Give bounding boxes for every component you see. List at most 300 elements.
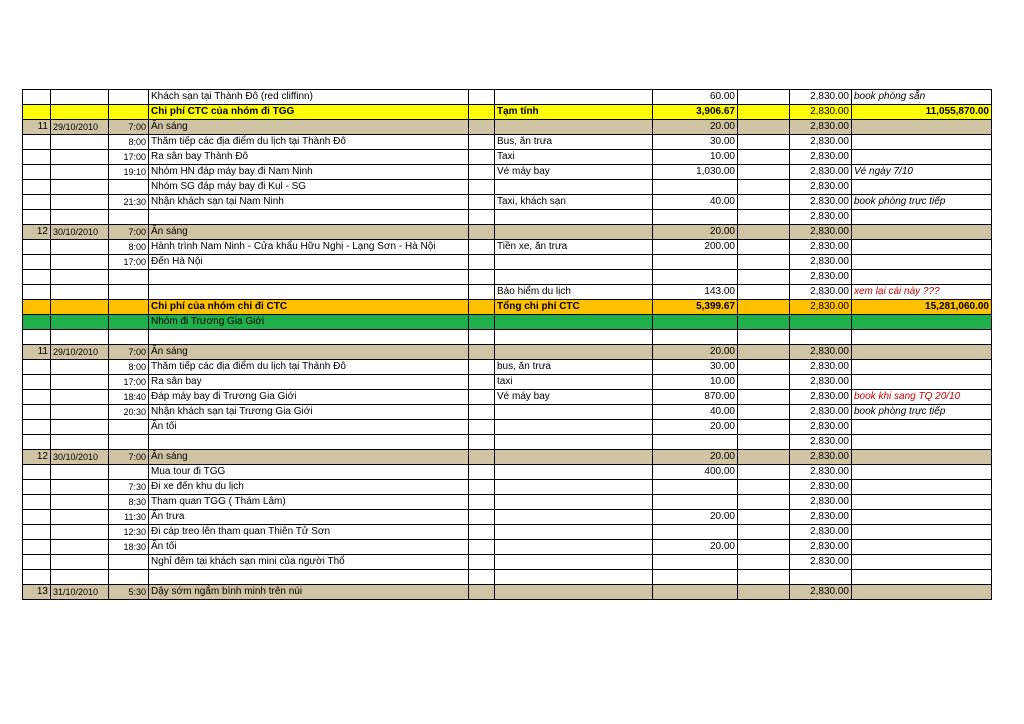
date-cell[interactable]: 31/10/2010	[51, 585, 109, 600]
day-number-cell[interactable]	[23, 195, 51, 210]
blank-cell[interactable]	[469, 420, 495, 435]
expense-type-cell[interactable]	[495, 480, 653, 495]
amount-cell[interactable]: 1,030.00	[653, 165, 738, 180]
blank-cell[interactable]	[738, 255, 790, 270]
date-cell[interactable]	[51, 180, 109, 195]
day-number-cell[interactable]	[23, 105, 51, 120]
day-number-cell[interactable]: 11	[23, 345, 51, 360]
blank-cell[interactable]	[469, 450, 495, 465]
day-number-cell[interactable]	[23, 480, 51, 495]
activity-cell[interactable]: Ăn sáng	[149, 120, 469, 135]
rate-cell[interactable]: 2,830.00	[790, 240, 852, 255]
blank-cell[interactable]	[738, 540, 790, 555]
date-cell[interactable]: 30/10/2010	[51, 225, 109, 240]
note-cell[interactable]: Vé ngày 7/10	[852, 165, 992, 180]
expense-type-cell[interactable]	[495, 345, 653, 360]
note-cell[interactable]	[852, 345, 992, 360]
activity-cell[interactable]: Đi xe đến khu du lịch	[149, 480, 469, 495]
note-cell[interactable]	[852, 555, 992, 570]
activity-cell[interactable]: Ăn tối	[149, 420, 469, 435]
rate-cell[interactable]: 2,830.00	[790, 165, 852, 180]
note-cell[interactable]	[852, 480, 992, 495]
expense-type-cell[interactable]: bus, ăn trưa	[495, 360, 653, 375]
time-cell[interactable]: 11:30	[109, 510, 149, 525]
activity-cell[interactable]: Nhóm đi Trương Gia Giới	[149, 315, 469, 330]
blank-cell[interactable]	[738, 120, 790, 135]
rate-cell[interactable]	[790, 570, 852, 585]
time-cell[interactable]: 18:40	[109, 390, 149, 405]
activity-cell[interactable]: Mua tour đi TGG	[149, 465, 469, 480]
blank-cell[interactable]	[738, 465, 790, 480]
blank-cell[interactable]	[469, 255, 495, 270]
activity-cell[interactable]: Đáp máy bay đi Trương Gia Giới	[149, 390, 469, 405]
blank-cell[interactable]	[738, 375, 790, 390]
amount-cell[interactable]: 20.00	[653, 510, 738, 525]
time-cell[interactable]: 20:30	[109, 405, 149, 420]
expense-type-cell[interactable]: Tiền xe, ăn trưa	[495, 240, 653, 255]
blank-cell[interactable]	[469, 375, 495, 390]
day-number-cell[interactable]	[23, 315, 51, 330]
rate-cell[interactable]: 2,830.00	[790, 540, 852, 555]
day-number-cell[interactable]	[23, 555, 51, 570]
date-cell[interactable]: 30/10/2010	[51, 450, 109, 465]
rate-cell[interactable]: 2,830.00	[790, 495, 852, 510]
day-number-cell[interactable]	[23, 390, 51, 405]
date-cell[interactable]	[51, 405, 109, 420]
note-cell[interactable]: xem lại cái này ???	[852, 285, 992, 300]
activity-cell[interactable]: Nhóm HN đáp máy bay đi Nam Ninh	[149, 165, 469, 180]
blank-cell[interactable]	[469, 525, 495, 540]
note-cell[interactable]	[852, 435, 992, 450]
expense-type-cell[interactable]: taxi	[495, 375, 653, 390]
day-number-cell[interactable]	[23, 405, 51, 420]
rate-cell[interactable]: 2,830.00	[790, 210, 852, 225]
note-cell[interactable]	[852, 450, 992, 465]
amount-cell[interactable]: 20.00	[653, 420, 738, 435]
time-cell[interactable]	[109, 570, 149, 585]
time-cell[interactable]: 8:00	[109, 360, 149, 375]
note-cell[interactable]	[852, 150, 992, 165]
note-cell[interactable]	[852, 210, 992, 225]
expense-type-cell[interactable]	[495, 90, 653, 105]
note-cell[interactable]	[852, 540, 992, 555]
expense-type-cell[interactable]: Vé máy bay	[495, 390, 653, 405]
day-number-cell[interactable]	[23, 495, 51, 510]
blank-cell[interactable]	[469, 345, 495, 360]
day-number-cell[interactable]	[23, 255, 51, 270]
note-cell[interactable]	[852, 525, 992, 540]
blank-cell[interactable]	[469, 585, 495, 600]
blank-cell[interactable]	[738, 195, 790, 210]
note-cell[interactable]	[852, 420, 992, 435]
expense-type-cell[interactable]	[495, 210, 653, 225]
rate-cell[interactable]	[790, 315, 852, 330]
note-cell[interactable]	[852, 315, 992, 330]
blank-cell[interactable]	[738, 150, 790, 165]
activity-cell[interactable]: Chi phí của nhóm chỉ đi CTC	[149, 300, 469, 315]
rate-cell[interactable]: 2,830.00	[790, 405, 852, 420]
blank-cell[interactable]	[469, 180, 495, 195]
amount-cell[interactable]: 20.00	[653, 345, 738, 360]
date-cell[interactable]	[51, 420, 109, 435]
note-cell[interactable]	[852, 465, 992, 480]
blank-cell[interactable]	[469, 135, 495, 150]
time-cell[interactable]: 7:00	[109, 225, 149, 240]
date-cell[interactable]	[51, 195, 109, 210]
activity-cell[interactable]: Đi cáp treo lên tham quan Thiên Tử Sơn	[149, 525, 469, 540]
blank-cell[interactable]	[738, 300, 790, 315]
expense-type-cell[interactable]	[495, 255, 653, 270]
day-number-cell[interactable]	[23, 180, 51, 195]
time-cell[interactable]	[109, 270, 149, 285]
rate-cell[interactable]: 2,830.00	[790, 285, 852, 300]
date-cell[interactable]	[51, 480, 109, 495]
expense-type-cell[interactable]	[495, 585, 653, 600]
blank-cell[interactable]	[738, 585, 790, 600]
rate-cell[interactable]: 2,830.00	[790, 255, 852, 270]
day-number-cell[interactable]: 13	[23, 585, 51, 600]
day-number-cell[interactable]	[23, 270, 51, 285]
time-cell[interactable]: 7:00	[109, 450, 149, 465]
activity-cell[interactable]: Chi phí CTC của nhóm đi TGG	[149, 105, 469, 120]
blank-cell[interactable]	[469, 240, 495, 255]
blank-cell[interactable]	[469, 465, 495, 480]
amount-cell[interactable]: 20.00	[653, 540, 738, 555]
rate-cell[interactable]: 2,830.00	[790, 150, 852, 165]
expense-type-cell[interactable]	[495, 510, 653, 525]
rate-cell[interactable]: 2,830.00	[790, 390, 852, 405]
time-cell[interactable]: 8:30	[109, 495, 149, 510]
note-cell[interactable]	[852, 270, 992, 285]
note-cell[interactable]: book phòng sẵn	[852, 90, 992, 105]
expense-type-cell[interactable]: Taxi, khách sạn	[495, 195, 653, 210]
day-number-cell[interactable]	[23, 375, 51, 390]
blank-cell[interactable]	[738, 210, 790, 225]
note-cell[interactable]: book phòng trực tiếp	[852, 195, 992, 210]
amount-cell[interactable]: 40.00	[653, 195, 738, 210]
blank-cell[interactable]	[738, 285, 790, 300]
note-cell[interactable]	[852, 585, 992, 600]
time-cell[interactable]: 18:30	[109, 540, 149, 555]
rate-cell[interactable]: 2,830.00	[790, 225, 852, 240]
note-cell[interactable]	[852, 225, 992, 240]
time-cell[interactable]	[109, 210, 149, 225]
expense-type-cell[interactable]	[495, 525, 653, 540]
note-cell[interactable]	[852, 375, 992, 390]
date-cell[interactable]	[51, 435, 109, 450]
amount-cell[interactable]	[653, 180, 738, 195]
date-cell[interactable]	[51, 135, 109, 150]
rate-cell[interactable]	[790, 330, 852, 345]
amount-cell[interactable]: 10.00	[653, 375, 738, 390]
time-cell[interactable]	[109, 465, 149, 480]
amount-cell[interactable]: 5,399.67	[653, 300, 738, 315]
rate-cell[interactable]: 2,830.00	[790, 585, 852, 600]
amount-cell[interactable]	[653, 435, 738, 450]
expense-type-cell[interactable]: Bus, ăn trưa	[495, 135, 653, 150]
day-number-cell[interactable]: 12	[23, 450, 51, 465]
amount-cell[interactable]	[653, 495, 738, 510]
expense-type-cell[interactable]	[495, 330, 653, 345]
blank-cell[interactable]	[469, 165, 495, 180]
note-cell[interactable]	[852, 495, 992, 510]
rate-cell[interactable]: 2,830.00	[790, 450, 852, 465]
date-cell[interactable]	[51, 495, 109, 510]
activity-cell[interactable]: Nhận khách sạn tại Trương Gia Giới	[149, 405, 469, 420]
blank-cell[interactable]	[738, 360, 790, 375]
amount-cell[interactable]	[653, 270, 738, 285]
activity-cell[interactable]: Hành trình Nam Ninh - Cửa khẩu Hữu Nghị - Lạng Sơn - Hà Nội	[149, 240, 469, 255]
note-cell[interactable]: 15,281,060.00	[852, 300, 992, 315]
blank-cell[interactable]	[469, 435, 495, 450]
activity-cell[interactable]	[149, 210, 469, 225]
expense-type-cell[interactable]: Taxi	[495, 150, 653, 165]
expense-type-cell[interactable]	[495, 540, 653, 555]
blank-cell[interactable]	[738, 555, 790, 570]
rate-cell[interactable]: 2,830.00	[790, 90, 852, 105]
rate-cell[interactable]: 2,830.00	[790, 105, 852, 120]
rate-cell[interactable]: 2,830.00	[790, 420, 852, 435]
rate-cell[interactable]: 2,830.00	[790, 555, 852, 570]
expense-type-cell[interactable]	[495, 120, 653, 135]
activity-cell[interactable]: Ăn tối	[149, 540, 469, 555]
blank-cell[interactable]	[738, 405, 790, 420]
day-number-cell[interactable]	[23, 150, 51, 165]
blank-cell[interactable]	[469, 105, 495, 120]
expense-type-cell[interactable]	[495, 495, 653, 510]
blank-cell[interactable]	[469, 90, 495, 105]
blank-cell[interactable]	[469, 225, 495, 240]
expense-type-cell[interactable]	[495, 435, 653, 450]
blank-cell[interactable]	[469, 510, 495, 525]
time-cell[interactable]: 21:30	[109, 195, 149, 210]
activity-cell[interactable]: Khách sạn tại Thành Đô (red cliffinn)	[149, 90, 469, 105]
expense-type-cell[interactable]	[495, 465, 653, 480]
date-cell[interactable]	[51, 255, 109, 270]
expense-type-cell[interactable]	[495, 405, 653, 420]
blank-cell[interactable]	[469, 405, 495, 420]
date-cell[interactable]	[51, 300, 109, 315]
date-cell[interactable]	[51, 270, 109, 285]
time-cell[interactable]	[109, 300, 149, 315]
activity-cell[interactable]: Thăm tiếp các địa điểm du lịch tại Thành Đô	[149, 135, 469, 150]
blank-cell[interactable]	[738, 570, 790, 585]
date-cell[interactable]	[51, 510, 109, 525]
date-cell[interactable]	[51, 375, 109, 390]
date-cell[interactable]	[51, 390, 109, 405]
expense-type-cell[interactable]	[495, 450, 653, 465]
amount-cell[interactable]	[653, 255, 738, 270]
blank-cell[interactable]	[738, 165, 790, 180]
blank-cell[interactable]	[469, 480, 495, 495]
expense-type-cell[interactable]: Tạm tính	[495, 105, 653, 120]
day-number-cell[interactable]	[23, 570, 51, 585]
blank-cell[interactable]	[469, 270, 495, 285]
note-cell[interactable]: book phòng trực tiếp	[852, 405, 992, 420]
amount-cell[interactable]: 10.00	[653, 150, 738, 165]
time-cell[interactable]: 17:00	[109, 150, 149, 165]
activity-cell[interactable]	[149, 435, 469, 450]
blank-cell[interactable]	[469, 495, 495, 510]
date-cell[interactable]	[51, 570, 109, 585]
date-cell[interactable]	[51, 285, 109, 300]
date-cell[interactable]	[51, 540, 109, 555]
date-cell[interactable]	[51, 165, 109, 180]
blank-cell[interactable]	[469, 360, 495, 375]
day-number-cell[interactable]	[23, 240, 51, 255]
day-number-cell[interactable]	[23, 330, 51, 345]
day-number-cell[interactable]	[23, 435, 51, 450]
time-cell[interactable]: 7:00	[109, 345, 149, 360]
blank-cell[interactable]	[738, 225, 790, 240]
blank-cell[interactable]	[738, 435, 790, 450]
amount-cell[interactable]: 870.00	[653, 390, 738, 405]
time-cell[interactable]: 8:00	[109, 135, 149, 150]
time-cell[interactable]: 17:00	[109, 255, 149, 270]
time-cell[interactable]: 7:00	[109, 120, 149, 135]
blank-cell[interactable]	[469, 570, 495, 585]
time-cell[interactable]: 17:00	[109, 375, 149, 390]
time-cell[interactable]	[109, 435, 149, 450]
amount-cell[interactable]	[653, 570, 738, 585]
activity-cell[interactable]: Tham quan TGG ( Thám Lâm)	[149, 495, 469, 510]
expense-type-cell[interactable]: Vé máy bay	[495, 165, 653, 180]
amount-cell[interactable]: 20.00	[653, 120, 738, 135]
blank-cell[interactable]	[469, 330, 495, 345]
day-number-cell[interactable]	[23, 210, 51, 225]
blank-cell[interactable]	[469, 300, 495, 315]
blank-cell[interactable]	[469, 150, 495, 165]
note-cell[interactable]: 11,055,870.00	[852, 105, 992, 120]
note-cell[interactable]	[852, 330, 992, 345]
blank-cell[interactable]	[469, 555, 495, 570]
rate-cell[interactable]: 2,830.00	[790, 435, 852, 450]
time-cell[interactable]: 8:00	[109, 240, 149, 255]
time-cell[interactable]	[109, 420, 149, 435]
activity-cell[interactable]: Ăn sáng	[149, 345, 469, 360]
day-number-cell[interactable]	[23, 300, 51, 315]
note-cell[interactable]	[852, 510, 992, 525]
amount-cell[interactable]: 20.00	[653, 450, 738, 465]
expense-type-cell[interactable]	[495, 315, 653, 330]
note-cell[interactable]	[852, 180, 992, 195]
note-cell[interactable]	[852, 570, 992, 585]
activity-cell[interactable]: Ăn trưa	[149, 510, 469, 525]
expense-type-cell[interactable]: Tổng chi phí CTC	[495, 300, 653, 315]
date-cell[interactable]: 29/10/2010	[51, 120, 109, 135]
date-cell[interactable]	[51, 240, 109, 255]
activity-cell[interactable]	[149, 270, 469, 285]
amount-cell[interactable]: 30.00	[653, 135, 738, 150]
day-number-cell[interactable]	[23, 525, 51, 540]
blank-cell[interactable]	[738, 180, 790, 195]
day-number-cell[interactable]	[23, 540, 51, 555]
day-number-cell[interactable]	[23, 90, 51, 105]
amount-cell[interactable]	[653, 210, 738, 225]
blank-cell[interactable]	[469, 285, 495, 300]
date-cell[interactable]	[51, 465, 109, 480]
time-cell[interactable]: 19:10	[109, 165, 149, 180]
amount-cell[interactable]	[653, 585, 738, 600]
date-cell[interactable]	[51, 330, 109, 345]
expense-type-cell[interactable]	[495, 420, 653, 435]
time-cell[interactable]	[109, 90, 149, 105]
note-cell[interactable]	[852, 135, 992, 150]
expense-type-cell[interactable]	[495, 555, 653, 570]
date-cell[interactable]	[51, 210, 109, 225]
amount-cell[interactable]: 20.00	[653, 225, 738, 240]
activity-cell[interactable]: Thăm tiếp các địa điểm du lịch tại Thành Đô	[149, 360, 469, 375]
amount-cell[interactable]: 40.00	[653, 405, 738, 420]
expense-type-cell[interactable]: Bảo hiểm du lịch	[495, 285, 653, 300]
blank-cell[interactable]	[738, 390, 790, 405]
amount-cell[interactable]: 143.00	[653, 285, 738, 300]
day-number-cell[interactable]	[23, 465, 51, 480]
activity-cell[interactable]: Ra sân bay	[149, 375, 469, 390]
day-number-cell[interactable]	[23, 135, 51, 150]
activity-cell[interactable]: Đến Hà Nội	[149, 255, 469, 270]
note-cell[interactable]	[852, 255, 992, 270]
blank-cell[interactable]	[469, 210, 495, 225]
rate-cell[interactable]: 2,830.00	[790, 180, 852, 195]
day-number-cell[interactable]: 12	[23, 225, 51, 240]
date-cell[interactable]: 29/10/2010	[51, 345, 109, 360]
time-cell[interactable]	[109, 285, 149, 300]
day-number-cell[interactable]	[23, 420, 51, 435]
amount-cell[interactable]	[653, 315, 738, 330]
blank-cell[interactable]	[738, 90, 790, 105]
time-cell[interactable]	[109, 555, 149, 570]
date-cell[interactable]	[51, 525, 109, 540]
rate-cell[interactable]: 2,830.00	[790, 345, 852, 360]
rate-cell[interactable]: 2,830.00	[790, 135, 852, 150]
rate-cell[interactable]: 2,830.00	[790, 300, 852, 315]
activity-cell[interactable]: Ra sân bay Thành Đô	[149, 150, 469, 165]
expense-type-cell[interactable]	[495, 180, 653, 195]
rate-cell[interactable]: 2,830.00	[790, 195, 852, 210]
amount-cell[interactable]	[653, 330, 738, 345]
blank-cell[interactable]	[469, 195, 495, 210]
amount-cell[interactable]: 200.00	[653, 240, 738, 255]
expense-type-cell[interactable]	[495, 270, 653, 285]
amount-cell[interactable]: 3,906.67	[653, 105, 738, 120]
blank-cell[interactable]	[738, 450, 790, 465]
rate-cell[interactable]: 2,830.00	[790, 120, 852, 135]
activity-cell[interactable]: Nhóm SG đáp máy bay đi Kul - SG	[149, 180, 469, 195]
amount-cell[interactable]	[653, 525, 738, 540]
time-cell[interactable]	[109, 180, 149, 195]
activity-cell[interactable]: Nghỉ đêm tại khách sạn mini của người Thổ	[149, 555, 469, 570]
time-cell[interactable]	[109, 330, 149, 345]
amount-cell[interactable]	[653, 555, 738, 570]
blank-cell[interactable]	[738, 240, 790, 255]
blank-cell[interactable]	[469, 390, 495, 405]
date-cell[interactable]	[51, 150, 109, 165]
time-cell[interactable]: 12:30	[109, 525, 149, 540]
date-cell[interactable]	[51, 315, 109, 330]
rate-cell[interactable]: 2,830.00	[790, 465, 852, 480]
note-cell[interactable]	[852, 240, 992, 255]
blank-cell[interactable]	[469, 120, 495, 135]
blank-cell[interactable]	[738, 315, 790, 330]
blank-cell[interactable]	[738, 345, 790, 360]
amount-cell[interactable]	[653, 480, 738, 495]
rate-cell[interactable]: 2,830.00	[790, 270, 852, 285]
activity-cell[interactable]	[149, 285, 469, 300]
time-cell[interactable]	[109, 315, 149, 330]
date-cell[interactable]	[51, 105, 109, 120]
blank-cell[interactable]	[738, 420, 790, 435]
